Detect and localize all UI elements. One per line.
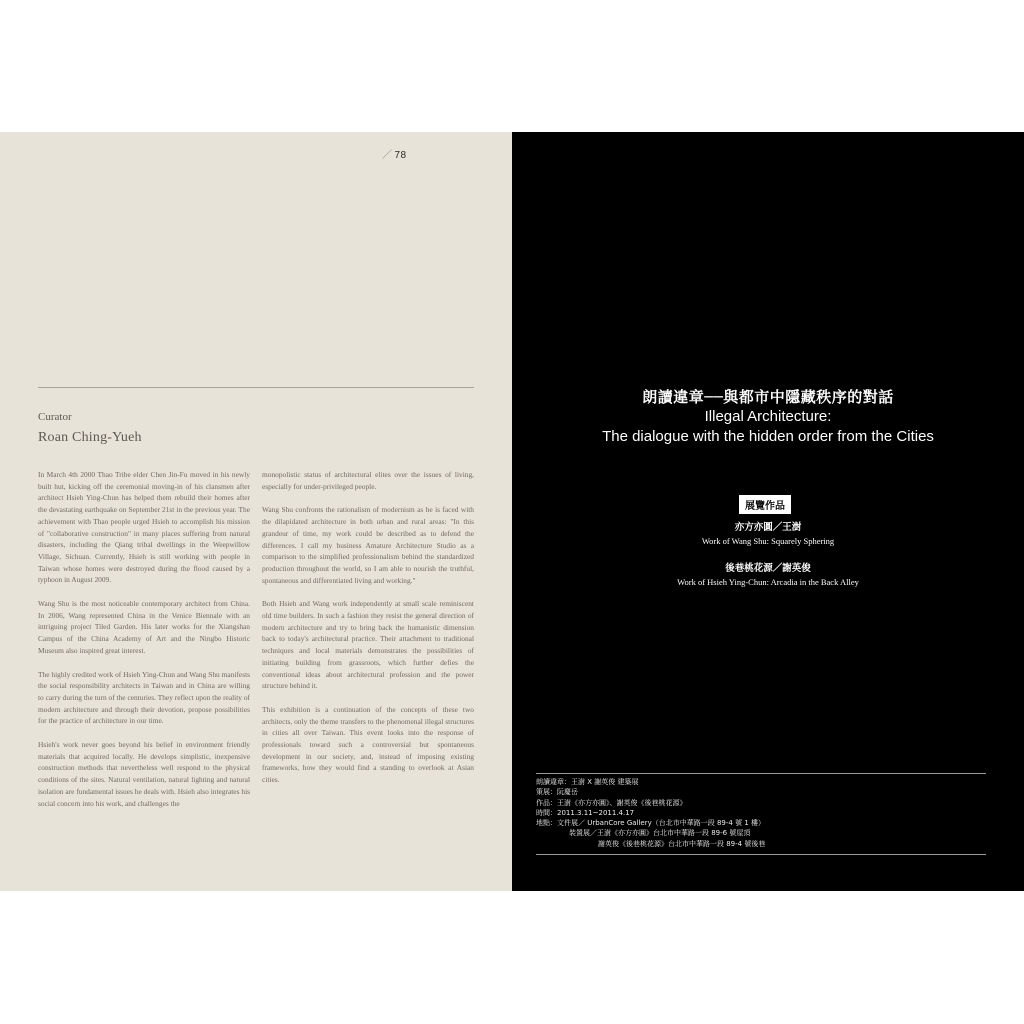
- page-number-mark: ／: [382, 150, 393, 161]
- title-english: [512, 407, 1024, 447]
- section-divider: [38, 387, 474, 388]
- credit-line: 作品：王澍《亦方亦圓》、謝英俊《後巷桃花源》: [536, 798, 687, 807]
- credit-line: 策展：阮慶岳: [536, 788, 578, 797]
- work-title-english: Work of Hsieh Ying-Chun: Arcadia in the Back Alley: [677, 577, 859, 587]
- credit-line: 裝置展／王澍《亦方亦圓》台北市中華路一段 89-6 號屋頂: [569, 829, 751, 838]
- paragraph: In March 4th 2000 Thao Tribe elder Chen Jin-Fu moved in his newly built hut, kicking off the ceremonial moving-in of his clansmen after architect Hsieh Ying-Chun has helped them rebuild their homes after the devastating earthquake on September 21st in the previous year. The achievement with Thao people urged Hsieh to accomplish his mission of "collaborative construction" in many places suffering from natural disasters, including the Qiang tribal dwellings in the Weepwillow Village, Sichuan. Currently, Hsieh is still working with people in Taiwan whose homes were destroyed during the flood caused by a typhoon in August 2009.: [38, 470, 250, 585]
- exhibition-credits: [536, 777, 986, 849]
- page-number-value: 78: [394, 150, 407, 161]
- curator-name: Roan Ching-Yueh: [38, 430, 142, 445]
- credits-divider-bottom: [536, 854, 986, 855]
- right-page: [512, 132, 1024, 891]
- work-title-english: Work of Wang Shu: Squarely Sphering: [701, 536, 835, 546]
- title-english-line-1: Illegal Architecture:: [704, 408, 832, 425]
- work-title-chinese: 亦方亦圓／王澍: [734, 522, 802, 533]
- paragraph: The highly credited work of Hsieh Ying-Chun and Wang Shu manifests the social responsibility architects in Taiwan and in China are willing to carry during the turn of the centuries. They reflect upon the reality of modern architecture and through their devotion, propose possibilities for the practice of architecture in our time.: [38, 669, 250, 726]
- curator-label: Curator: [38, 411, 72, 423]
- exhibit-works-badge: 展覽作品: [739, 495, 791, 514]
- credit-line: 時間：2011.3.11~2011.4.17: [536, 808, 635, 817]
- paragraph: Both Hsieh and Wang work independently at small scale reminiscent old time builders. In such a fashion they resist the general direction of modern architecture and try to bring back the humanistic dimension back to today's architectural practice. Their attachment to traditional techniques and local materials demonstrates the possibilities of initiating building from grassroots, which further defies the conventional ideas about architectural profession and the power structure behind it.: [262, 599, 474, 691]
- paragraph: Hsieh's work never goes beyond his belief in environment friendly materials that acquired locally. He develops simplistic, inexpensive construction methods that nevertheless well respond to the physical conditions of the sites. Natural ventilation, natural lighting and natural isolation are fundamental issues he deals with. Hsieh also integrates his social concern into his work, and challenges the: [38, 740, 250, 808]
- page-number: [382, 146, 407, 161]
- credit-line: 朗讀違章：王澍 X 謝英俊 建築展: [536, 778, 639, 786]
- credits-divider-top: [536, 773, 986, 774]
- credit-line: 謝英俊《後巷桃花源》台北市中華路一段 89-4 號後巷: [598, 839, 766, 848]
- book-spread: [0, 132, 1024, 891]
- credit-line: 地點：文件展／ UrbanCore Gallery（台北市中華路一段 89-4 號 1 樓）: [536, 819, 765, 828]
- work-title-chinese: 後巷桃花源／謝英俊: [725, 563, 811, 574]
- paragraph: Wang Shu confronts the rationalism of modernism as he is faced with the dilapidated architecture in both urban and rural areas: "In this grandeur of time, my work could be described as to defend the differences. I call my business Amature Architecture Studio as a comparison to the simplified professionalism behind the standardized production throughout the world, so I am able to nourish the truthful, spontaneous and differentiated living and working.": [262, 505, 474, 585]
- paragraph: This exhibition is a continuation of the concepts of these two architects, only the theme transfers to the phenomenal illegal structures in cities all over Taiwan. This event looks into the response of professionals toward such a controversial but spontaneous development in our society, and, instead of imposing existing frameworks, how they would find a standing to overlook at Asian cities.: [262, 704, 474, 785]
- paragraph: Wang Shu is the most noticeable contemporary architect from China. In 2006, Wang represented China in the Venice Biennale with an intriguing project Tiled Garden. His later works for the Xiangshan Campus of the China Academy of Art and the Ningbo Historic Museum also inspired great interest.: [38, 599, 250, 655]
- work-entry: [512, 562, 1024, 589]
- work-entry: [512, 521, 1024, 548]
- paragraph: monopolistic status of architectural elites over the issues of living, especially for under-privileged people.: [262, 470, 474, 491]
- left-page: [0, 132, 512, 891]
- text-column-1: [38, 469, 250, 821]
- title-chinese: 朗讀違章──與都市中隱藏秩序的對話: [642, 388, 894, 406]
- text-column-2: [262, 469, 474, 798]
- title-english-line-2: The dialogue with the hidden order from the Cities: [602, 428, 934, 445]
